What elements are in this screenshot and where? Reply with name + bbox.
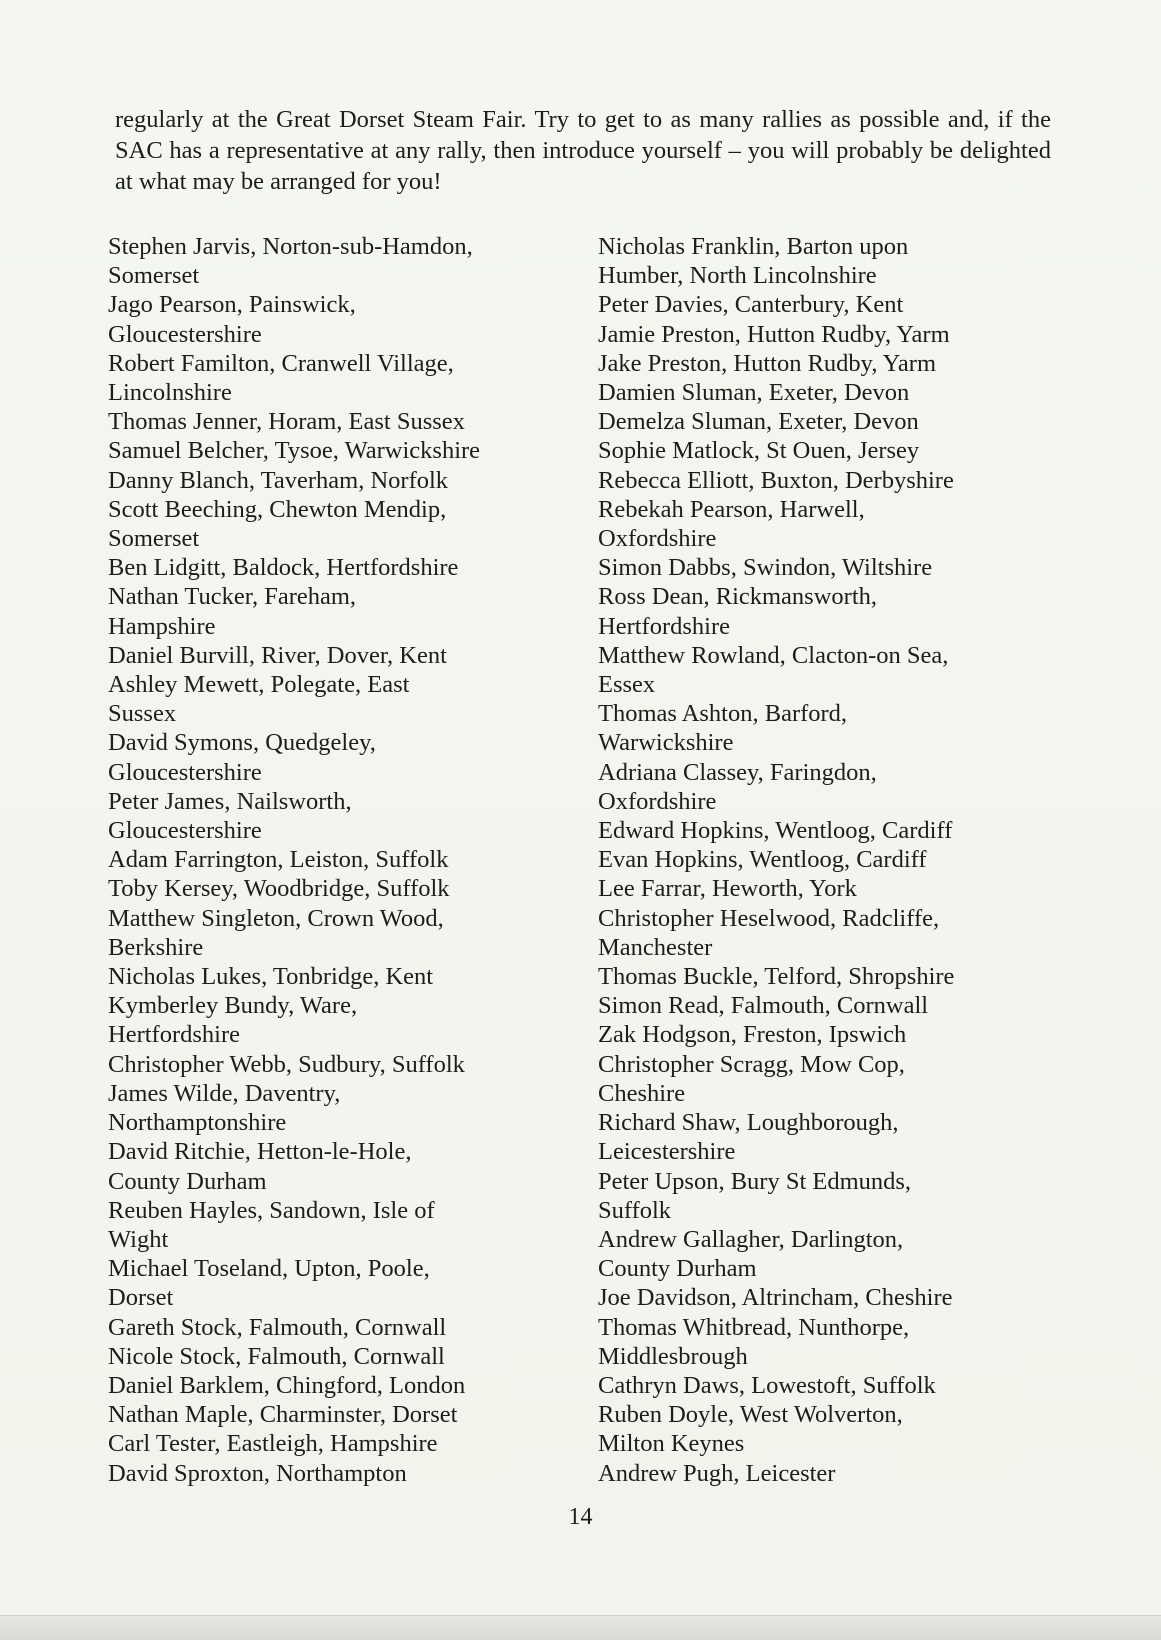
member-entry-line: Peter Upson, Bury St Edmunds, [598, 1167, 912, 1195]
member-entry-line: Carl Tester, Eastleigh, Hampshire [108, 1430, 438, 1458]
member-entry-line: Adam Farrington, Leiston, Suffolk [108, 846, 449, 874]
page-number: 14 [568, 1504, 593, 1530]
member-entry-line: Gloucestershire [108, 817, 262, 845]
member-entry-line: Richard Shaw, Loughborough, [598, 1109, 899, 1137]
member-entry-line: David Ritchie, Hetton-le-Hole, [108, 1138, 412, 1166]
member-entry-line: Sussex [108, 700, 177, 728]
member-entry-line: Berkshire [108, 933, 204, 961]
member-entry-line: Milton Keynes [598, 1430, 745, 1458]
member-entry-line: Andrew Pugh, Leicester [598, 1459, 836, 1487]
member-entry-line: Zak Hodgson, Freston, Ipswich [598, 1021, 907, 1049]
member-entry-line: Daniel Barklem, Chingford, London [108, 1371, 466, 1399]
member-entry-line: Dorset [108, 1284, 174, 1312]
intro-paragraph: regularly at the Great Dorset Steam Fair. Try to get to as many rallies as possible and, if the SAC has a representative at any rally, then introduce yourself – you will probably be delighted at what may be arranged for you! [115, 106, 1051, 195]
member-entry-line: Nathan Maple, Charminster, Dorset [108, 1401, 458, 1429]
member-entry-line: Nicholas Franklin, Barton upon [598, 233, 909, 260]
member-entry-line: Thomas Buckle, Telford, Shropshire [598, 963, 955, 991]
member-entry-line: Simon Dabbs, Swindon, Wiltshire [598, 554, 933, 582]
member-entry-line: James Wilde, Daventry, [108, 1079, 341, 1107]
member-entry-line: Essex [598, 671, 656, 699]
member-entry-line: Nicholas Lukes, Tonbridge, Kent [108, 963, 434, 991]
member-entry-line: Nicole Stock, Falmouth, Cornwall [108, 1342, 445, 1370]
member-entry-line: Jago Pearson, Painswick, [108, 291, 356, 319]
member-entry-line: Peter Davies, Canterbury, Kent [598, 291, 904, 319]
member-entry-line: David Sproxton, Northampton [108, 1459, 407, 1487]
member-entry-line: Christopher Heselwood, Radcliffe, [598, 904, 940, 932]
member-entry-line: Sophie Matlock, St Ouen, Jersey [598, 437, 920, 465]
member-entry-line: Cheshire [598, 1079, 686, 1107]
member-entry-line: Gareth Stock, Falmouth, Cornwall [108, 1313, 447, 1341]
member-entry-line: Demelza Sluman, Exeter, Devon [598, 408, 919, 436]
member-entry-line: Leicestershire [598, 1138, 736, 1166]
member-entry-line: Somerset [108, 262, 200, 290]
members-list-right [598, 232, 1068, 1488]
member-entry-line: Oxfordshire [598, 525, 717, 553]
member-entry-line: County Durham [598, 1255, 757, 1283]
member-entry-line: Ashley Mewett, Polegate, East [108, 671, 410, 699]
member-entry-line: Evan Hopkins, Wentloog, Cardiff [598, 846, 927, 874]
member-entry-line: Jamie Preston, Hutton Rudby, Yarm [598, 320, 950, 348]
member-entry-line: Thomas Jenner, Horam, East Sussex [108, 408, 465, 436]
members-list-left [108, 232, 578, 1488]
page-bottom-edge [0, 1615, 1161, 1640]
member-entry-line: Samuel Belcher, Tysoe, Warwickshire [108, 437, 481, 465]
member-entry-line: Ross Dean, Rickmansworth, [598, 583, 877, 611]
member-entry-line: Thomas Whitbread, Nunthorpe, [598, 1313, 910, 1341]
member-entry-line: Gloucestershire [108, 758, 262, 786]
member-entry-line: Damien Sluman, Exeter, Devon [598, 379, 910, 407]
member-entry-line: Northamptonshire [108, 1109, 287, 1137]
member-entry-line: Humber, North Lincolnshire [598, 262, 877, 290]
member-entry-line: Oxfordshire [598, 787, 717, 815]
member-entry-line: Danny Blanch, Taverham, Norfolk [108, 466, 449, 494]
member-entry-line: Stephen Jarvis, Norton-sub-Hamdon, [108, 233, 473, 260]
member-entry-line: Rebecca Elliott, Buxton, Derbyshire [598, 466, 954, 494]
member-entry-line: Edward Hopkins, Wentloog, Cardiff [598, 817, 953, 845]
member-entry-line: Hertfordshire [598, 612, 730, 640]
member-entry-line: Andrew Gallagher, Darlington, [598, 1225, 904, 1253]
member-entry-line: Kymberley Bundy, Ware, [108, 992, 358, 1020]
member-entry-line: Lincolnshire [108, 379, 232, 407]
member-entry-line: Matthew Singleton, Crown Wood, [108, 904, 444, 932]
member-entry-line: Wight [108, 1225, 169, 1253]
member-entry-line: Gloucestershire [108, 320, 262, 348]
member-entry-line: Manchester [598, 933, 713, 961]
member-entry-line: Suffolk [598, 1196, 672, 1224]
member-entry-line: Nathan Tucker, Fareham, [108, 583, 357, 611]
member-entry-line: Rebekah Pearson, Harwell, [598, 495, 865, 523]
member-entry-line: Somerset [108, 525, 200, 553]
member-entry-line: Warwickshire [598, 729, 734, 757]
member-entry-line: Matthew Rowland, Clacton-on Sea, [598, 641, 949, 669]
member-entry-line: David Symons, Quedgeley, [108, 729, 376, 757]
member-entry-line: Peter James, Nailsworth, [108, 787, 352, 815]
member-entry-line: Jake Preston, Hutton Rudby, Yarm [598, 349, 937, 377]
member-entry-line: Thomas Ashton, Barford, [598, 700, 848, 728]
member-entry-line: Reuben Hayles, Sandown, Isle of [108, 1196, 435, 1224]
member-entry-line: Daniel Burvill, River, Dover, Kent [108, 641, 447, 669]
member-entry-line: Ben Lidgitt, Baldock, Hertfordshire [108, 554, 459, 582]
member-entry-line: Scott Beeching, Chewton Mendip, [108, 495, 447, 523]
member-entry-line: Ruben Doyle, West Wolverton, [598, 1401, 903, 1429]
member-entry-line: Christopher Scragg, Mow Cop, [598, 1050, 905, 1078]
member-entry-line: County Durham [108, 1167, 267, 1195]
member-entry-line: Joe Davidson, Altrincham, Cheshire [598, 1284, 953, 1312]
member-entry-line: Hampshire [108, 612, 216, 640]
member-entry-line: Lee Farrar, Heworth, York [598, 875, 857, 903]
member-entry-line: Hertfordshire [108, 1021, 240, 1049]
member-entry-line: Robert Familton, Cranwell Village, [108, 349, 454, 377]
member-entry-line: Middlesbrough [598, 1342, 748, 1370]
member-entry-line: Cathryn Daws, Lowestoft, Suffolk [598, 1371, 936, 1399]
member-entry-line: Toby Kersey, Woodbridge, Suffolk [108, 875, 450, 903]
member-entry-line: Michael Toseland, Upton, Poole, [108, 1255, 430, 1283]
member-entry-line: Simon Read, Falmouth, Cornwall [598, 992, 929, 1020]
member-entry-line: Adriana Classey, Faringdon, [598, 758, 877, 786]
member-entry-line: Christopher Webb, Sudbury, Suffolk [108, 1050, 465, 1078]
